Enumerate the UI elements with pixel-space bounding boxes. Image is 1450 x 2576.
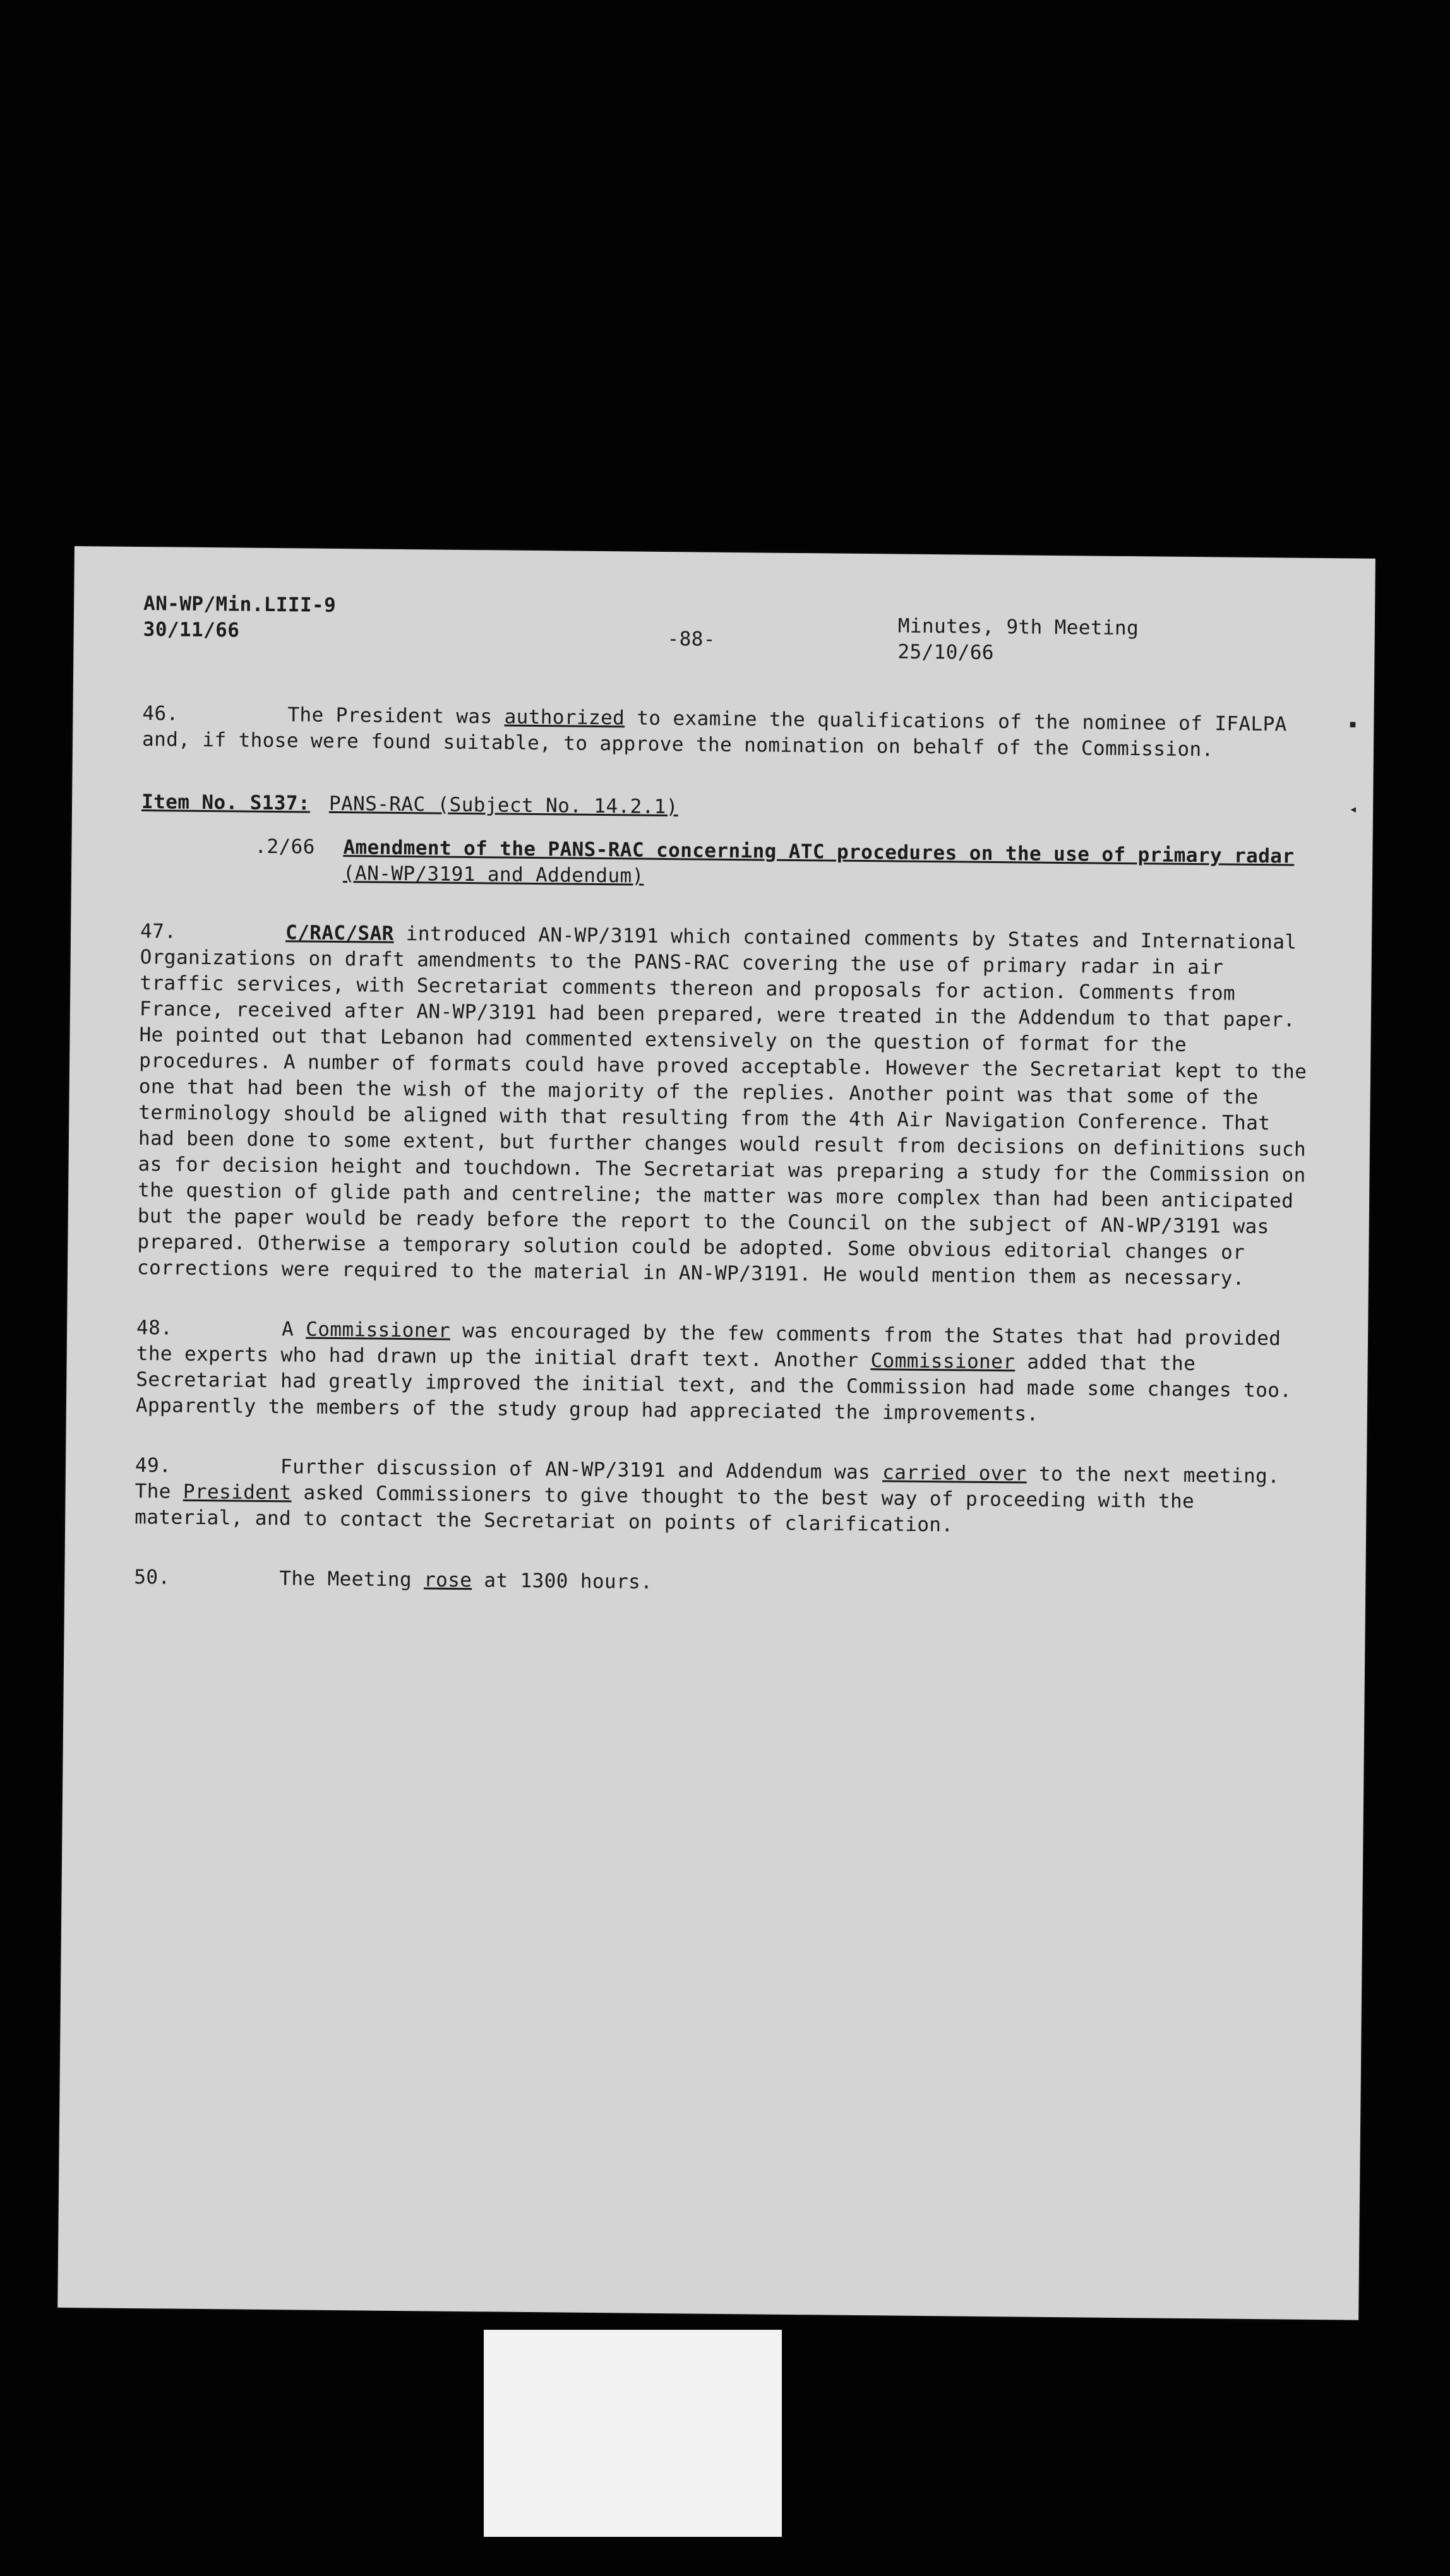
document-reference	[143, 591, 337, 645]
page-header	[143, 591, 1318, 678]
document-page	[57, 546, 1375, 2320]
margin-mark: ▪	[1348, 716, 1357, 732]
paragraph-47	[137, 919, 1315, 1292]
paragraph-text: to the next meeting. The	[135, 1462, 1280, 1503]
item-title: PANS-RAC (Subject No. 14.2.1)	[328, 792, 678, 819]
underlined-term: carried over	[882, 1461, 1028, 1486]
subitem-title: Amendment of the PANS-RAC concerning ATC procedures on the use of primary radar	[343, 836, 1295, 868]
underlined-term: President	[183, 1480, 292, 1505]
underlined-term: authorized	[504, 705, 625, 730]
paragraph-text: asked Commissioners to give thought to the best way of proceeding with the material, and to contact the Secretariat on points of clarification.	[135, 1481, 1195, 1537]
meeting-info	[897, 614, 1139, 668]
page-number: -88-	[667, 628, 716, 651]
paragraph-number: 48.	[136, 1316, 173, 1340]
paragraph-text: A	[281, 1318, 306, 1341]
paragraph-text: at 1300 hours.	[472, 1569, 653, 1594]
paragraph-50	[134, 1565, 1309, 1602]
margin-mark: ◂	[1348, 801, 1358, 818]
paragraph-number: 46.	[142, 702, 179, 725]
paragraph-text: added that the Secretariat had greatly improved the initial text, and the Commission had made some changes too. Apparently the members of the study group had appreciated the improvements.	[135, 1351, 1292, 1426]
underlined-term: rose	[423, 1568, 472, 1592]
target-card	[484, 2330, 782, 2537]
paragraph-text: to examine the qualifications of the nominee of IFALPA and, if those were found suitable, to approve the nomination on behalf of the Commission.	[141, 707, 1287, 761]
paragraph-text: The President was	[287, 703, 505, 729]
speaker: C/RAC/SAR	[285, 921, 394, 945]
agenda-subitem	[255, 835, 1316, 896]
meeting-title: Minutes, 9th Meeting	[897, 614, 1139, 640]
paragraph-49	[135, 1453, 1310, 1542]
paragraph-number: 47.	[140, 920, 177, 943]
paragraph-number: 49.	[135, 1453, 172, 1477]
agenda-item	[141, 789, 1316, 826]
paragraph-text: The Meeting	[279, 1567, 424, 1592]
document-body	[134, 591, 1318, 1602]
underlined-term: Commissioner	[870, 1349, 1016, 1374]
paragraph-text: introduced AN-WP/3191 which contained comments by States and International Organizations on draft amendments to the PANS-RAC covering the use of primary radar in air traffic services, with Secretariat comments thereon and proposals for action. Comments from France, received after AN-WP/3191 had been prepared, were treated in the Addendum to that paper. He pointed out that Lebanon had commented extensively on the question of format for the procedures. A number of formats could have proved acceptable. However the Secretariat kept to the one that had been the wish of the majority of the replies. Another point was that some of the terminology should be aligned with that resulting from the 4th Air Navigation Conference. That had been done to some extent, but further changes would result from decisions on definitions such as for decision height and touchdown. The Secretariat was preparing a study for the Commission on the question of glide path and centreline; the matter was more complex than had been anticipated but the paper would be ready before the report to the Council on the subject of AN-WP/3191 was prepared. Otherwise a temporary solution could be adopted. Some obvious editorial changes or corrections were required to the material in AN-WP/3191. He would mention them as necessary.	[136, 922, 1307, 1290]
item-label: Item No. S137:	[141, 790, 311, 815]
meeting-date: 25/10/66	[897, 640, 995, 664]
paragraph-number: 50.	[134, 1565, 171, 1589]
paragraph-text: was encouraged by the few comments from the States that had provided the experts who had drawn up the initial draft text. Another	[136, 1319, 1281, 1373]
subitem-reference: (AN-WP/3191 and Addendum)	[342, 862, 644, 888]
underlined-term: Commissioner	[306, 1318, 451, 1342]
reference-code: AN-WP/Min.LIII-9	[143, 592, 337, 617]
paragraph-48	[136, 1315, 1311, 1430]
paragraph-text: Further discussion of AN-WP/3191 and Addendum was	[280, 1455, 883, 1484]
paragraph-46	[142, 701, 1317, 764]
reference-date: 30/11/66	[143, 618, 240, 642]
subitem-number: .2/66	[255, 835, 315, 859]
